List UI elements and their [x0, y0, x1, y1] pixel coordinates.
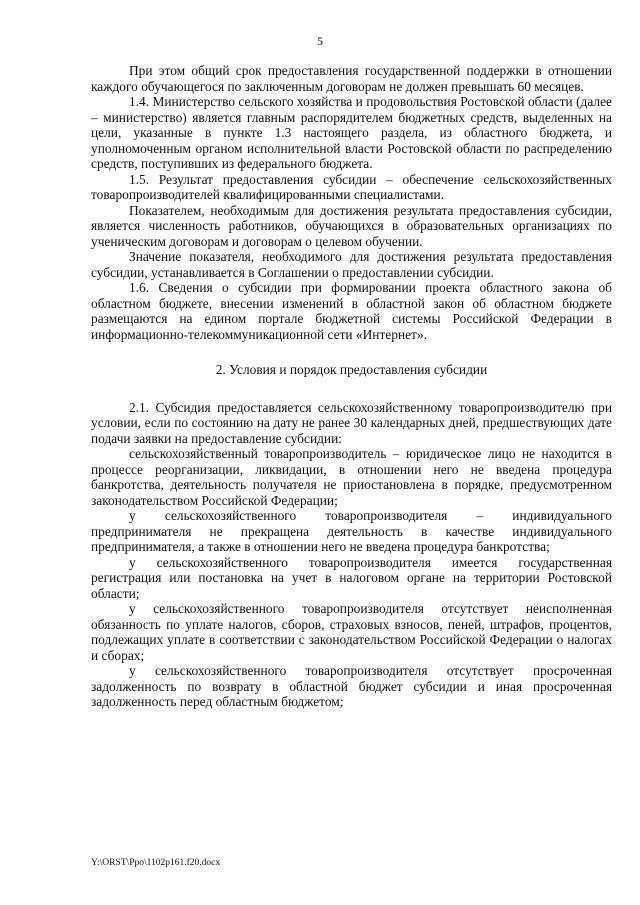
paragraph: При этом общий срок предоставления государственной поддержки в отношении каждого обучающегося по заключенным договорам не должен превышать 60 месяцев.	[91, 63, 612, 94]
paragraph: Значение показателя, необходимого для достижения результата предоставления субсидии, устанавливается в Соглашении о предоставлении субсидии.	[91, 249, 612, 280]
document-body	[91, 63, 612, 710]
section-heading: 2. Условия и порядок предоставления субсидии	[215, 362, 488, 377]
paragraph: у сельскохозяйственного товаропроизводителя отсутствует неисполненная обязанность по уплате налогов, сборов, страховых взносов, пеней, штрафов, процентов, подлежащих уплате в соответствии с законодательством Российской Федерации о налогах и сборах;	[91, 601, 612, 663]
paragraph: у сельскохозяйственного товаропроизводителя отсутствует просроченная задолженность по возврату в областной бюджет субсидии и иная просроченная задолженность перед областным бюджетом;	[91, 663, 612, 709]
page-number: 5	[317, 34, 323, 48]
paragraph: 2.1. Субсидия предоставляется сельскохозяйственному товаропроизводителю при условии, если по состоянию на дату не ранее 30 календарных дней, предшествующих дате подачи заявки на предоставление субсидии:	[91, 399, 612, 446]
paragraph: 1.5. Результат предоставления субсидии – обеспечение сельскохозяйственных товаропроизводителей квалифицированными специалистами.	[91, 171, 612, 202]
footer-file-path: Y:\ORST\Ppo\1102p161.f20.docx	[91, 858, 221, 868]
paragraph: у сельскохозяйственного товаропроизводителя имеется государственная регистрация или постановка на учет в налоговом органе на территории Ростовской области;	[91, 554, 612, 601]
paragraph: 1.6. Сведения о субсидии при формировании проекта областного закона об областном бюджете, внесении изменений в областной закон об областном бюджете размещаются на едином портале бюджетной системы Российской Федерации в информационно-телекоммуникационной сети «Интернет».	[91, 280, 612, 342]
paragraph: сельскохозяйственный товаропроизводитель – юридическое лицо не находится в процессе реорганизации, ликвидации, в отношении него не введена процедура банкротства, деятельность получателя не приостановлена в порядке, предусмотренном законодательством Российской Федерации;	[91, 446, 612, 508]
paragraph: 1.4. Министерство сельского хозяйства и продовольствия Ростовской области (далее – министерство) является главным распорядителем бюджетных средств, выделенных на цели, указанные в пункте 1.3 настоящего раздела, из областного бюджета, и уполномоченным органом исполнительной власти Ростовской области по распределению средств, поступивших из федерального бюджета.	[91, 94, 612, 171]
paragraph: у сельскохозяйственного товаропроизводителя – индивидуального предпринимателя не прекращена деятельность в качестве индивидуального предпринимателя, а также в отношении него не введена процедура банкротства;	[91, 508, 612, 554]
paragraph: Показателем, необходимым для достижения результата предоставления субсидии, является численность работников, обучающихся в образовательных организациях по ученическим договорам и договорам о целевом обучении.	[91, 202, 612, 249]
